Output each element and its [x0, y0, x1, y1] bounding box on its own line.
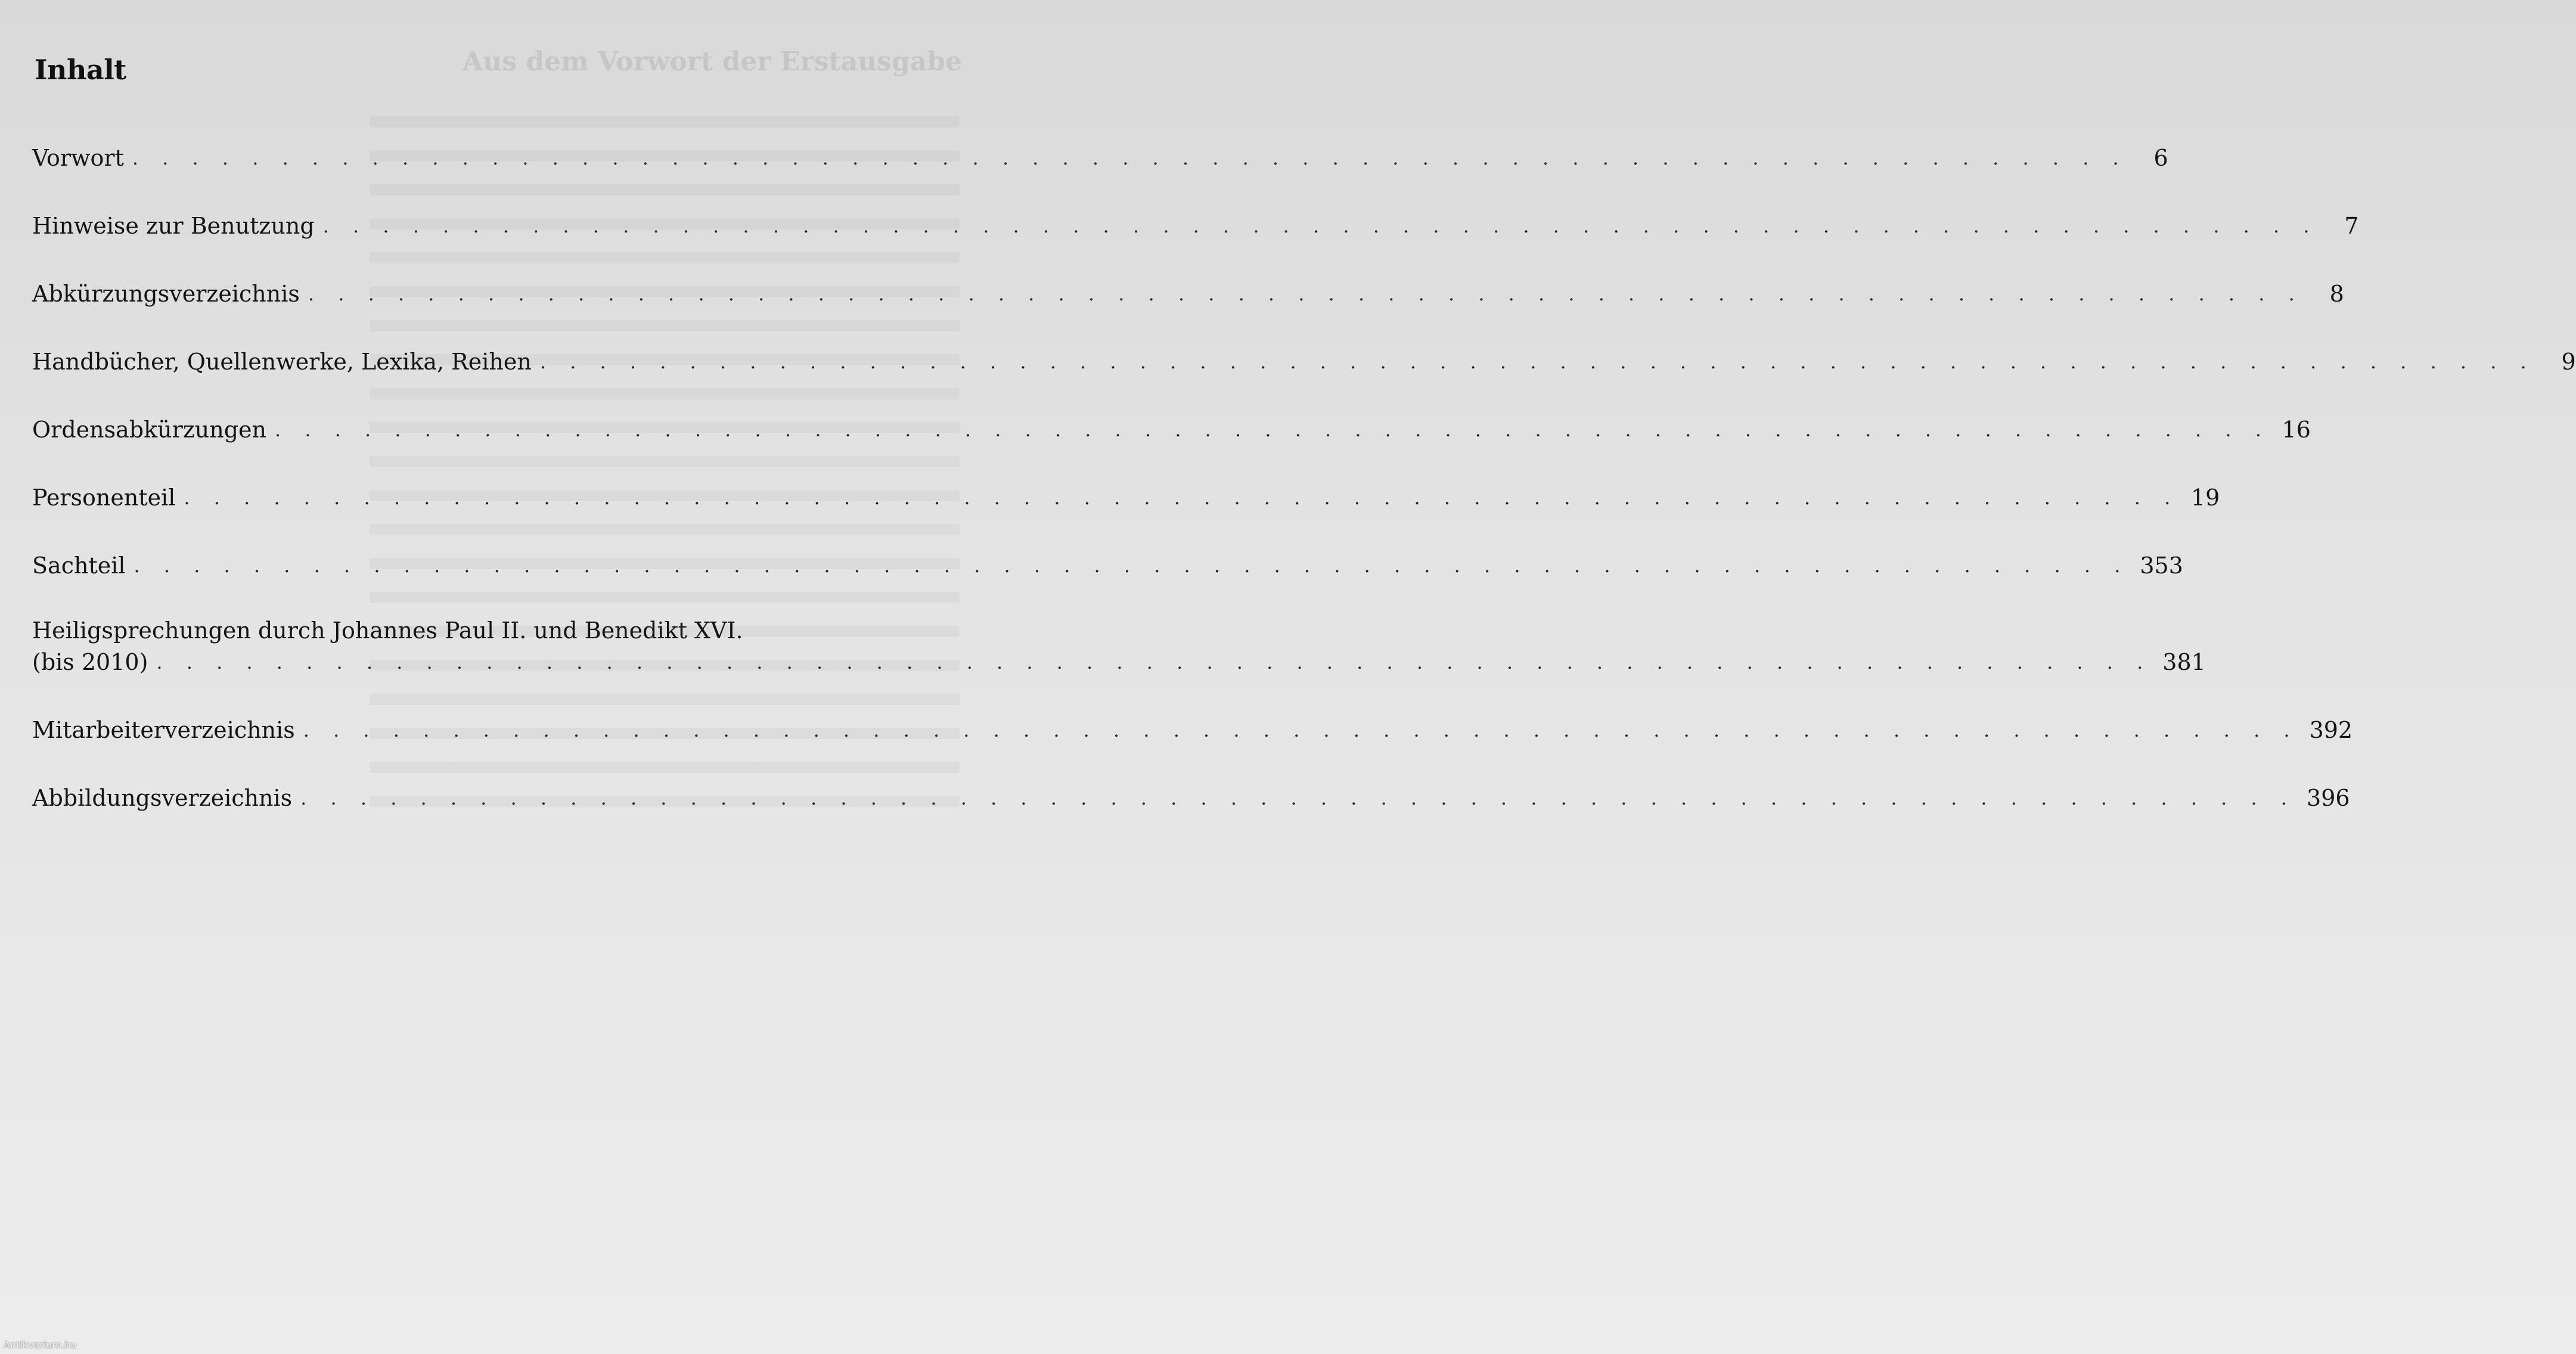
toc-entry-page: 6 — [2153, 145, 2168, 171]
toc-entry — [32, 347, 2576, 377]
toc-entry — [32, 715, 2353, 745]
dot-leader: . . . . . . . . . . . . . . . . . . . . . . . . . . . . . . . . . . . . . . . . . . . . . . . . . . . . . . . . . . . . . . . . . . . — [303, 719, 2299, 741]
toc-entry-label: Mitarbeiterverzeichnis — [32, 717, 295, 743]
toc-entry-label: Ordensabkürzungen — [32, 417, 267, 443]
toc-entry — [32, 415, 2311, 445]
dot-leader: . . . . . . . . . . . . . . . . . . . . . . . . . . . . . . . . . . . . . . . . . . . . . . . . . . . . . . . . . . . . . . . . . . . — [300, 787, 2296, 809]
toc-entry — [32, 483, 2220, 513]
toc-entry-label: (bis 2010) — [32, 649, 148, 675]
toc-entry — [32, 143, 2168, 173]
toc-entry-page: 7 — [2344, 213, 2359, 239]
toc-entry — [32, 783, 2350, 813]
toc-entry-page: 19 — [2190, 485, 2220, 511]
toc-entry-label: Sachteil — [32, 552, 126, 579]
toc-entry-page: 16 — [2282, 417, 2311, 443]
watermark: Antikvarium.hu — [4, 1339, 77, 1350]
toc-entry — [32, 551, 2183, 580]
toc-title: Inhalt — [35, 54, 126, 86]
toc-entry — [32, 279, 2344, 309]
facing-page-title: Aus dem Vorwort der Erstausgabe — [463, 46, 962, 77]
dot-leader: . . . . . . . . . . . . . . . . . . . . . . . . . . . . . . . . . . . . . . . . . . . . . . . . . . . . . . . . . . . . . . . . . . . — [322, 215, 2319, 237]
dot-leader: . . . . . . . . . . . . . . . . . . . . . . . . . . . . . . . . . . . . . . . . . . . . . . . . . . . . . . . . . . . . . . . . . . . — [184, 486, 2180, 509]
dot-leader: . . . . . . . . . . . . . . . . . . . . . . . . . . . . . . . . . . . . . . . . . . . . . . . . . . . . . . . . . . . . . . . . . . . — [275, 418, 2270, 441]
toc-entry-label: Vorwort — [32, 145, 124, 171]
dot-leader: . . . . . . . . . . . . . . . . . . . . . . . . . . . . . . . . . . . . . . . . . . . . . . . . . . . . . . . . . . . . . . . . . . . — [539, 350, 2535, 373]
table-of-contents — [32, 143, 2576, 813]
dot-leader: . . . . . . . . . . . . . . . . . . . . . . . . . . . . . . . . . . . . . . . . . . . . . . . . . . . . . . . . . . . . . . . . . . . — [156, 651, 2152, 673]
dot-leader: . . . . . . . . . . . . . . . . . . . . . . . . . . . . . . . . . . . . . . . . . . . . . . . . . . . . . . . . . . . . . . . . . . . — [134, 554, 2130, 577]
toc-entry-label: Personenteil — [32, 485, 176, 511]
toc-entry-label-line1: Heiligsprechungen durch Johannes Paul II. und Benedikt XVI. — [32, 617, 743, 644]
toc-entry-page: 9 — [2561, 349, 2576, 375]
toc-entry-page: 353 — [2140, 552, 2183, 579]
toc-entry — [32, 211, 2359, 241]
toc-entry-label: Abbildungsverzeichnis — [32, 785, 293, 811]
toc-entry-page: 392 — [2309, 717, 2353, 743]
toc-entry-page: 381 — [2162, 649, 2206, 675]
toc-entry-page: 8 — [2329, 281, 2344, 307]
toc-entry-page: 396 — [2307, 785, 2350, 811]
dot-leader: . . . . . . . . . . . . . . . . . . . . . . . . . . . . . . . . . . . . . . . . . . . . . . . . . . . . . . . . . . . . . . . . . . . — [308, 282, 2304, 305]
dot-leader: . . . . . . . . . . . . . . . . . . . . . . . . . . . . . . . . . . . . . . . . . . . . . . . . . . . . . . . . . . . . . . . . . . . — [132, 147, 2128, 169]
toc-entry-label: Abkürzungsverzeichnis — [32, 281, 300, 307]
toc-entry-label: Handbücher, Quellenwerke, Lexika, Reihen — [32, 349, 532, 375]
toc-entry — [32, 614, 2206, 677]
toc-entry-label: Hinweise zur Benutzung — [32, 213, 315, 239]
